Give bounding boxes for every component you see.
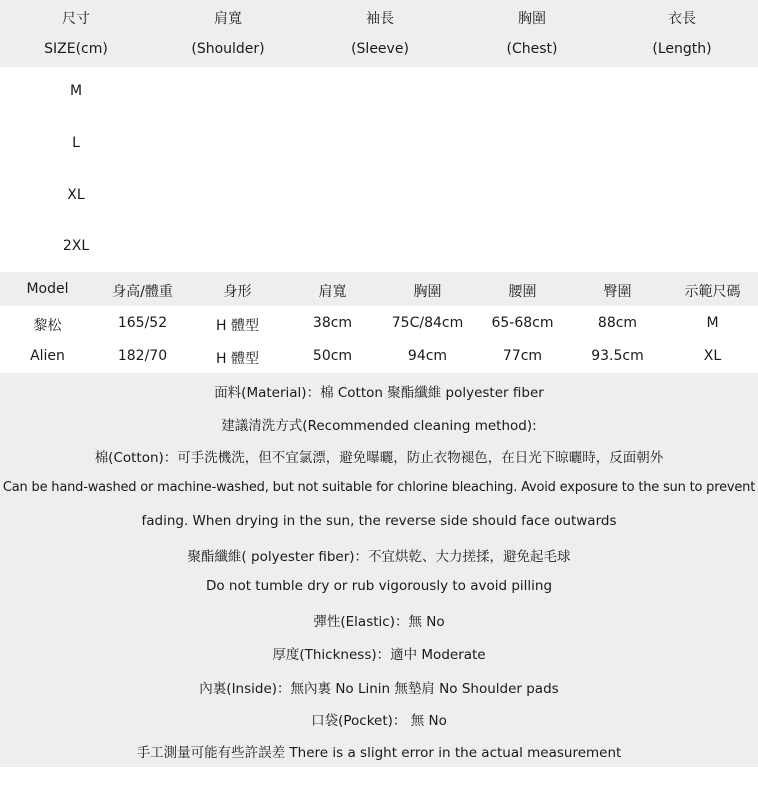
model-row-2-waist: 77cm <box>502 348 543 364</box>
model-header-name: Model <box>26 281 69 297</box>
measurement-note: 手工測量可能有些許誤差 There is a slight error in the actual measurement <box>136 745 622 761</box>
header-sleeve-zh: 袖長 <box>366 11 394 27</box>
size-table-body <box>0 67 758 272</box>
cotton-care-zh: 棉(Cotton)：可手洗機洗，但不宜氯漂，避免曝曬，防止衣物褪色，在日光下晾曬時，反面朝外 <box>94 450 664 466</box>
model-row-2-chest: 94cm <box>407 348 448 364</box>
model-row-2-height-weight: 182/70 <box>117 348 168 364</box>
header-shoulder-en: (Shoulder) <box>191 41 265 57</box>
header-length-en: (Length) <box>652 41 712 57</box>
model-header-waist: 腰圍 <box>508 284 537 300</box>
model-header-height-weight: 身高/體重 <box>112 284 173 300</box>
model-row-2-name: Alien <box>30 348 65 364</box>
model-row-1-chest: 75C/84cm <box>391 315 464 331</box>
model-header-chest: 胸圍 <box>413 284 442 300</box>
header-shoulder-zh: 肩寬 <box>214 11 242 27</box>
material-line: 面料(Material)：棉 Cotton 聚酯纖維 polyester fiber <box>214 385 544 401</box>
thickness-line: 厚度(Thickness)：適中 Moderate <box>272 647 486 663</box>
model-header-hip: 臀圍 <box>603 284 632 300</box>
header-chest-en: (Chest) <box>506 41 558 57</box>
size-l: L <box>72 135 80 151</box>
header-size-zh: 尺寸 <box>62 11 90 27</box>
model-row-2-hip: 93.5cm <box>591 348 644 364</box>
model-row-1-hip: 88cm <box>597 315 638 331</box>
model-row-1-height-weight: 165/52 <box>117 315 168 331</box>
product-info <box>0 373 758 767</box>
size-table-header <box>0 0 758 67</box>
model-table <box>0 272 758 373</box>
header-size-en: SIZE(cm) <box>44 41 108 57</box>
model-row-1-size: M <box>706 315 719 331</box>
size-xl: XL <box>67 187 85 203</box>
elastic-line: 彈性(Elastic)：無 No <box>313 614 445 630</box>
size-m: M <box>69 83 83 99</box>
pocket-line: 口袋(Pocket)： 無 No <box>311 713 447 729</box>
polyester-care-en: Do not tumble dry or rub vigorously to avoid pilling <box>205 578 553 594</box>
model-header-shoulder: 肩寬 <box>318 284 347 300</box>
cotton-care-en-1: Can be hand-washed or machine-washed, but not suitable for chlorine bleaching. Avoid exposure to the sun to prevent <box>2 480 756 495</box>
model-row-1-shoulder: 38cm <box>312 315 353 331</box>
size-2xl: 2XL <box>62 238 90 254</box>
header-sleeve-en: (Sleeve) <box>351 41 409 57</box>
inside-line: 內裏(Inside)：無內裏 No Linin 無墊肩 No Shoulder pads <box>199 681 559 697</box>
cleaning-title: 建議清洗方式(Recommended cleaning method): <box>221 418 537 434</box>
model-row-1-body-shape: H 體型 <box>216 318 259 334</box>
model-header-body-shape: 身形 <box>223 284 252 300</box>
model-row-2-shoulder: 50cm <box>312 348 353 364</box>
model-row-2-size: XL <box>703 348 722 364</box>
model-header-size-worn: 示範尺碼 <box>684 284 741 300</box>
model-row-2-body-shape: H 體型 <box>216 351 259 367</box>
header-chest-zh: 胸圍 <box>518 11 546 27</box>
cotton-care-en-2: fading. When drying in the sun, the reverse side should face outwards <box>141 513 617 529</box>
model-row-1-name: 黎松 <box>33 318 62 334</box>
polyester-care-zh: 聚酯纖維( polyester fiber)：不宜烘乾、大力搓揉，避免起毛球 <box>187 549 571 565</box>
header-length-zh: 衣長 <box>668 11 696 27</box>
model-row-1-waist: 65-68cm <box>491 315 554 331</box>
